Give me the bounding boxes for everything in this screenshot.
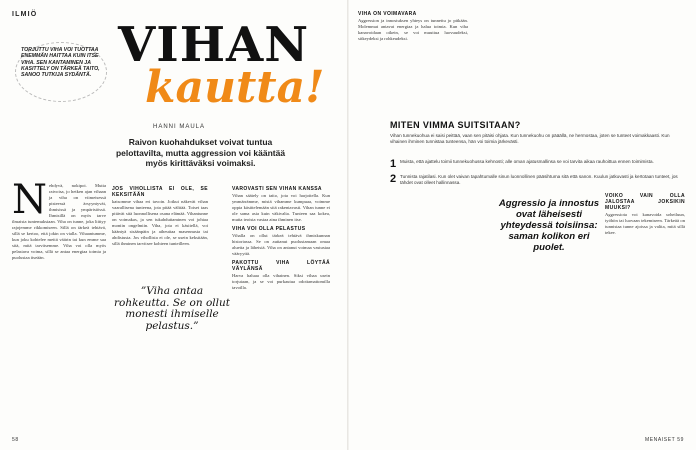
sidebar-list-item bbox=[390, 159, 682, 170]
right-column-a-text: Aggression ja innostuksen yhteys on tunnettu jo pitkään. Molemmat antavat energiaa ja halua toimia. Kun viha kanavoidaan oikein, se voi muuttua luovuudeksi, sitkeydeksi ja rohkeudeksi. bbox=[358, 18, 468, 41]
right-column-a bbox=[358, 8, 468, 42]
sidebar-item-number: 2 bbox=[390, 173, 397, 185]
right-column-b bbox=[605, 190, 685, 236]
lead-paragraph: Raivon kuohahdukset voivat tuntua pelottavilta, mutta aggression voi kääntää myös kirittäväksi voimaksi. bbox=[115, 137, 286, 168]
column-2-text: katsomme vihaa eri tavoin. Jotkut näkevät vihan vaarallisena tunteena, jota pitää välttää. Toiset taas pitävät sitä luonnollisena osana elämää. Vihantunne on voimakas, ja sen tukahduttaminen voi johtaa moniin ongelmiin. Viha, jota ei käsitellä, voi kääntyä sisäänpäin ja aiheuttaa masennusta tai ahdistusta. Jos vihollista ei ole, se usein keksitään, sillä ihminen tarvitsee kohteen tunteilleen. bbox=[112, 199, 208, 246]
pull-quote-right: Aggressio ja innostus ovat läheisesti yhteydessä toisiinsa: saman kolikon eri puolet. bbox=[498, 198, 600, 253]
section-tag: ILMIÖ bbox=[12, 11, 38, 18]
column-3-text-c: Harva haluaa olla vihainen. Siksi vihaa usein torjutaan, ja se voi purkautua odottamattomilla tavoilla. bbox=[232, 273, 330, 290]
sidebar-list-item bbox=[390, 174, 682, 186]
page-number-left: 58 bbox=[12, 437, 19, 443]
sidebar-item-number: 1 bbox=[390, 158, 397, 170]
column-3-text-b: Vihalla on ollut tärkeä tehtävä ihmiskunnan historiassa. Se on auttanut puolustamaan omaa aluetta ja läheisiä. Viha on antanut voimaa vastustaa vääryyttä. bbox=[232, 233, 330, 256]
headline-script: kautta! bbox=[145, 62, 325, 113]
right-column-b-subhead: VOIKO VAIN OLLA JALOSTAA JOKSIKIN MUUKSI? bbox=[605, 193, 685, 211]
column-1-text: ehdyvä, nokipoi. Mutta raivoisa, jo hetken ajan vihaan ja viha on viimeisessä pisteessä ärsyyntyvät, ihmisissä ja ympäristössä. Ihmisillä on myös tarve ilmaista tuntemuksiaan. Viha on tunne, joka liittyy rajojemme rikkomiseen. Sillä on tärkeä tehtävä, sillä se kertoo, että jokin on vialla. Vihaantumme, kun joku kohtelee meitä väärin tai kun emme saa sitä, mitä tarvitsemme. Viha voi olla myös pelastava voima, sillä se antaa energiaa toimia ja puolustaa itseään. bbox=[12, 183, 106, 260]
sidebar-intro: Vihan tunnekuohua ei saisi peittää, vaan sen pitäisi ohjata. Kun tunnekuohu on pääällä, ne hermostaa, joten se tunteet voimakkaasti. Kun vihainen ihminen tunnistaa tunteensa, hän voi toimia järkevästi. bbox=[390, 133, 670, 144]
right-column-b-text: Aggressiota voi kanavoida urheiluun, työhön tai luovaan tekemiseen. Tärkeää on tunnistaa tunne ajoissa ja valita, mitä sillä tekee. bbox=[605, 212, 685, 235]
column-3-subhead-1: VAROVASTI SEN VIHAN KANSSA bbox=[232, 186, 322, 192]
article-column-1 bbox=[12, 177, 106, 261]
byline: HANNI MAULA bbox=[153, 124, 206, 130]
quote-badge: TORJUTTU VIHA VOI TUOTTAA ENEMMÄN HAITTAA KUIN ITSE VIHA. SEN KANTAMINEN JA KASITTELY ON TÄRKEÄ TAITO, SANOO TUTKIJA SYDÄNTÄ. bbox=[21, 47, 100, 79]
page-gutter bbox=[347, 0, 349, 450]
sidebar-item-text: Muista, että ajattelu toimii tunnekuohussa kehnosti; alle oman ajatusmallinsa se voi tarvita aikaa rauhoittua ennen toimimista. bbox=[400, 159, 654, 164]
article-column-3 bbox=[232, 183, 330, 291]
headline: VIHAN bbox=[118, 17, 310, 73]
drop-cap: N bbox=[12, 177, 47, 223]
column-3-text: Vihan säätely on taito, jota voi harjoitella. Kun ymmärrämme, mistä vihamme kumpuaa, voimme oppia käsittelemään sitä rakentavasti. Vihan tunne ei ole sama asia kuin väkivalta. Tunteen saa kokea, mutta teoista vastaa aina ihminen itse. bbox=[232, 193, 330, 222]
column-2-subhead: JOS VIHOLLISTA EI OLE, SE KEKSITÄÄN bbox=[112, 186, 208, 198]
right-column-a-subhead: VIHA ON VOIMAVARA bbox=[358, 11, 417, 17]
sidebar-heading: MITEN VIMMA SUITSITAAN? bbox=[390, 120, 521, 130]
column-3-subhead-3: PAKOTTU VIHA LÖYTÄÄ VÄYLÄNSÄ bbox=[232, 260, 330, 272]
pull-quote: ”Viha antaa rohkeutta. Se on ollut monesti ihmiselle pelastus.” bbox=[114, 285, 231, 332]
sidebar-item-text: Tunnista rajatilasi. Kun olet vaivan tapahtumalle sinun luonnollinen pääsihtuma sitä että sanon. Kuulun jatkuvasti ja kertotaan tunteet, jos tähdet ovat olleet hallinnassa. bbox=[400, 174, 678, 185]
page-number-right: MENAISET 59 bbox=[644, 437, 684, 443]
article-column-2 bbox=[112, 183, 208, 247]
sidebar-list bbox=[390, 159, 682, 190]
column-3-subhead-2: VIHA VOI OLLA PELASTUS bbox=[232, 226, 306, 232]
